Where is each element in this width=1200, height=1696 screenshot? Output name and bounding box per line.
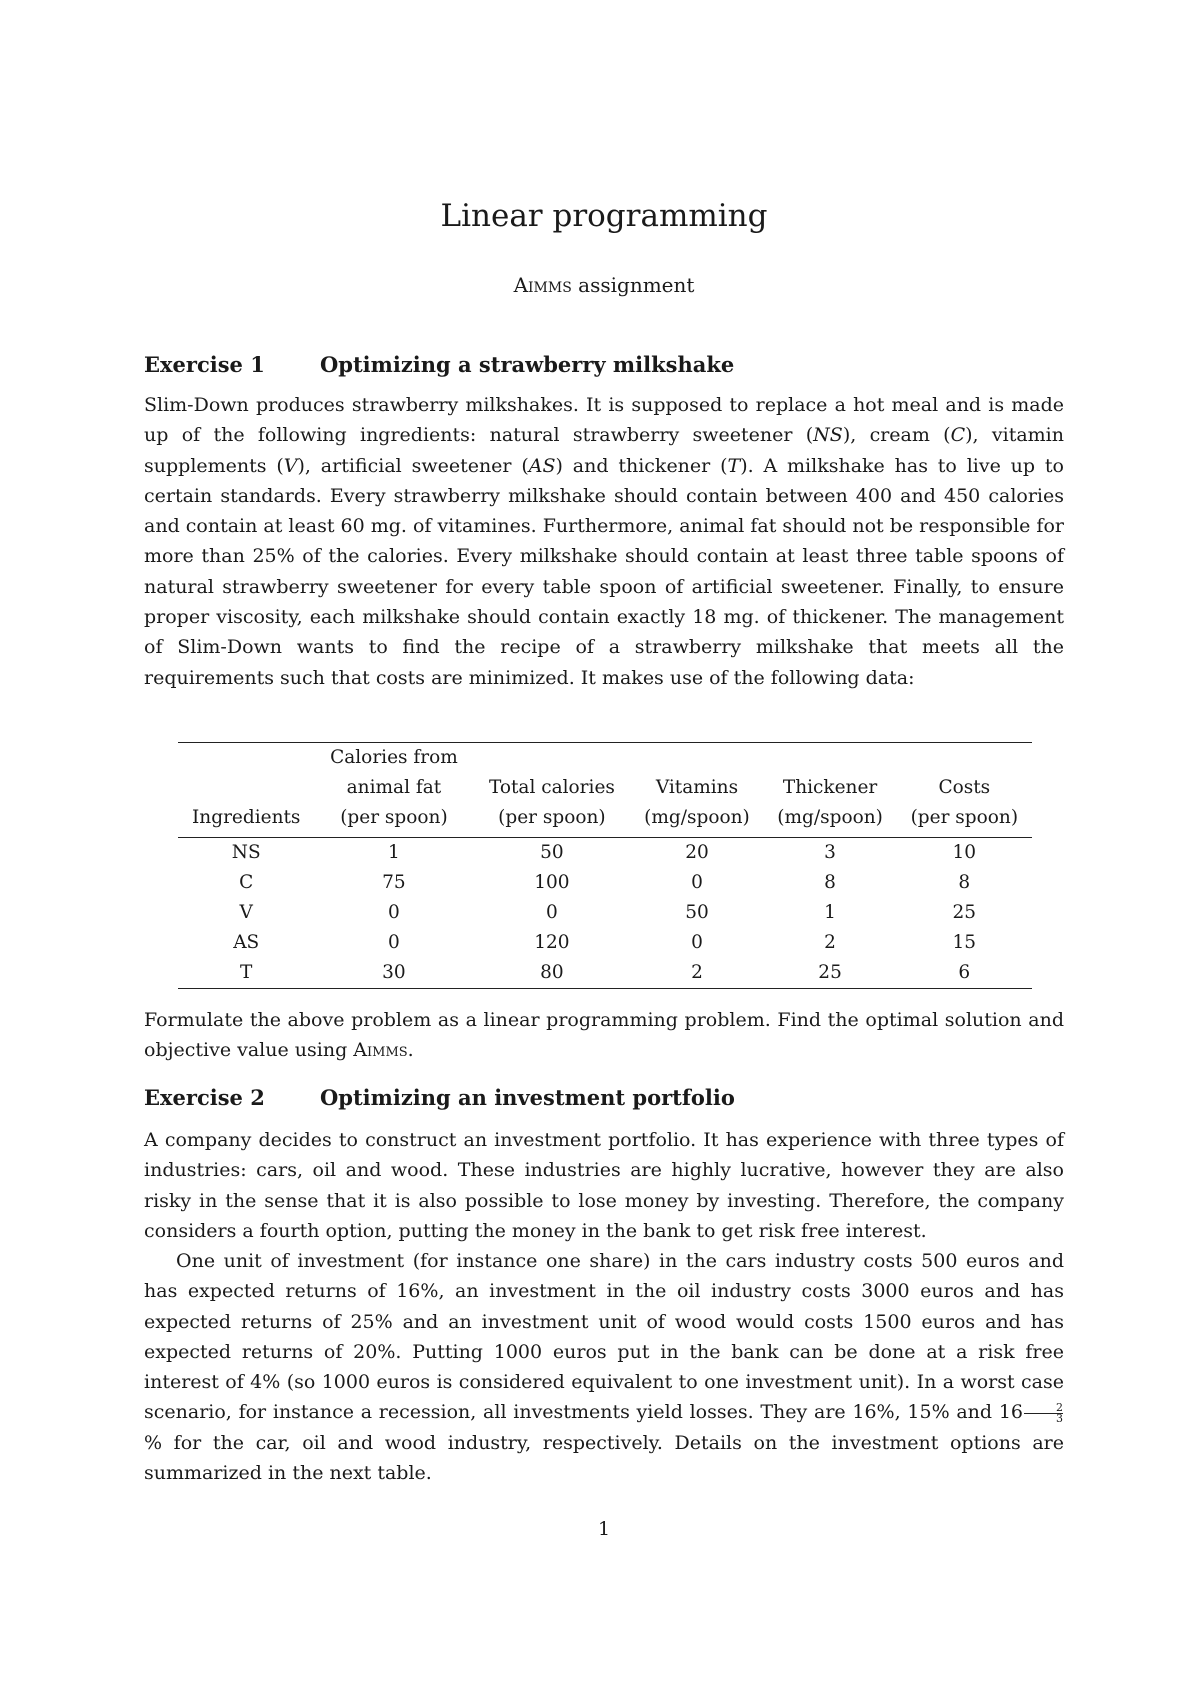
table-cell: 1: [388, 842, 400, 863]
exercise-2-paragraph-2: [144, 1246, 1064, 1488]
table-cell: V: [239, 902, 253, 923]
math-ns: NS: [813, 424, 843, 447]
col-header-costs: [897, 743, 1032, 838]
text-run: .: [407, 1039, 414, 1062]
table-cell: 0: [691, 872, 703, 893]
table-cell: AS: [233, 932, 260, 953]
table-cell: 30: [314, 958, 473, 989]
header-line: (per spoon): [340, 807, 448, 828]
fraction-denominator: 3: [1056, 1411, 1063, 1425]
document-subtitle: [144, 272, 1064, 298]
aimms-brand: Aimms: [353, 1039, 408, 1062]
text-run: ), vitamin supplements (: [144, 424, 1064, 477]
math-c: C: [950, 424, 966, 447]
header-line: (per spoon): [910, 807, 1019, 828]
table-cell: 120: [534, 932, 570, 953]
header-line: (per spoon): [498, 807, 606, 828]
header-line: Total calories: [488, 777, 615, 798]
table-cell: 1: [824, 902, 836, 923]
table-cell: 0: [691, 932, 703, 953]
text-run: One unit of investment (for instance one share) in the cars industry costs 500 euros and has expected returns of 16%, an investment in the oil industry costs 3000 euros and has expected returns of 25% and an investment unit of wood would costs 1500 euros and has expected returns of 20%. Putting 1000 euros put in the bank can be done at a risk free interest of 4% (so 1000 euros is considered equivalent to one investment unit). In a worst case scenario, for instance a recession, all investments yield losses. They are 16%, 15% and 16: [144, 1250, 1064, 1424]
exercise-2-number: Exercise 2: [144, 1085, 265, 1110]
exercise-1-instruction: [144, 1005, 1064, 1066]
header-line: animal fat: [346, 777, 442, 798]
document-title: Linear programming: [440, 198, 768, 234]
header-line: Ingredients: [192, 807, 301, 828]
page-number: 1: [597, 1518, 611, 1540]
math-v: V: [283, 454, 298, 477]
math-as: AS: [528, 454, 556, 477]
table-cell: 10: [952, 842, 977, 863]
table-cell: 15: [952, 932, 977, 953]
table-cell: 2: [824, 932, 836, 953]
table-row: [178, 898, 1032, 928]
col-header-total-calories: [473, 743, 630, 838]
text-run: ), cream (: [842, 424, 951, 447]
exercise-1-heading: [144, 351, 1064, 379]
table-cell: NS: [231, 842, 261, 863]
table-row: [178, 838, 1032, 869]
table-cell: 3: [824, 842, 836, 863]
header-line: (mg/spoon): [644, 807, 750, 828]
table-cell: 8: [958, 872, 971, 893]
col-header-ingredients: [178, 743, 314, 838]
table-cell: 50: [540, 842, 564, 863]
table-cell: T: [178, 958, 314, 989]
fraction-numerator: 2: [1024, 1403, 1063, 1414]
table-row: [178, 868, 1032, 898]
table-cell: 50: [685, 902, 709, 923]
table-row: [178, 928, 1032, 958]
fraction-two-thirds: [1024, 1400, 1063, 1425]
exercise-1-paragraph: [144, 390, 1064, 693]
table-row: [178, 958, 1032, 989]
subtitle-rest: assignment: [571, 273, 695, 297]
table-cell: C: [239, 872, 254, 893]
table-cell: 20: [685, 842, 709, 863]
exercise-2-paragraph-1: A company decides to construct an investment portfolio. It has experience with three types of industries: cars, oil and wood. These industries are highly lucrative, however they are also risky in the sense that it is also possible to lose money by investing. Therefore, the company considers a fourth option, putting the money in the bank to get risk free interest.: [144, 1129, 1064, 1242]
header-line: Vitamins: [655, 777, 739, 798]
exercise-2-title: Optimizing an investment portfolio: [320, 1085, 735, 1110]
table-cell: 0: [388, 932, 400, 953]
math-t: T: [727, 454, 741, 477]
table-header-row: [178, 743, 1032, 838]
table-cell: 8: [824, 872, 836, 893]
text-run: ), artificial sweetener (: [297, 454, 529, 477]
table-cell: 2: [630, 958, 763, 989]
table-cell: 0: [546, 902, 558, 923]
header-line: Thickener: [782, 777, 878, 798]
ingredients-table: [178, 742, 1032, 989]
text-run: % for the car, oil and wood industry, respectively. Details on the investment options are summarized in the next table.: [144, 1431, 1064, 1485]
header-line: Calories from: [330, 747, 458, 768]
col-header-animal-fat: [314, 743, 473, 838]
header-line: Costs: [938, 777, 991, 798]
table-cell: 75: [382, 872, 406, 893]
col-header-thickener: [764, 743, 897, 838]
subtitle-brand: Aimms: [513, 273, 572, 297]
text-run: ). A milkshake has to live up to certain standards. Every strawberry milkshake should contain between 400 and 450 calories and contain at least 60 mg. of vitamines. Furthermore, animal fat should not be responsible for more than 25% of the calories. Every milkshake should contain at least three table spoons of natural strawberry sweetener for every table spoon of artificial sweetener. Finally, to ensure proper viscosity, each milkshake should contain exactly 18 mg. of thickener. The management of Slim-Down wants to find the recipe of a strawberry milkshake that meets all the requirements such that costs are minimized. It makes use of the following data:: [144, 454, 1064, 689]
exercise-1-title: Optimizing a strawberry milkshake: [320, 352, 735, 377]
header-line: (mg/spoon): [777, 807, 883, 828]
exercise-1-number: Exercise 1: [144, 352, 265, 377]
table-cell: 100: [534, 872, 570, 893]
exercise-2-heading: [144, 1084, 1064, 1112]
table-cell: 6: [897, 958, 1032, 989]
col-header-vitamins: [630, 743, 763, 838]
table-cell: 25: [764, 958, 897, 989]
table-cell: 0: [388, 902, 400, 923]
text-run: Formulate the above problem as a linear programming problem. Find the optimal solution and objective value using: [144, 1009, 1064, 1062]
text-run: Slim-Down produces strawberry milkshakes. It is supposed to replace a hot meal and is made up of the following ingredients: natural strawberry sweetener (: [144, 394, 1064, 447]
table-cell: 25: [952, 902, 977, 923]
text-run: ) and thickener (: [555, 454, 728, 477]
table-cell: 80: [473, 958, 630, 989]
